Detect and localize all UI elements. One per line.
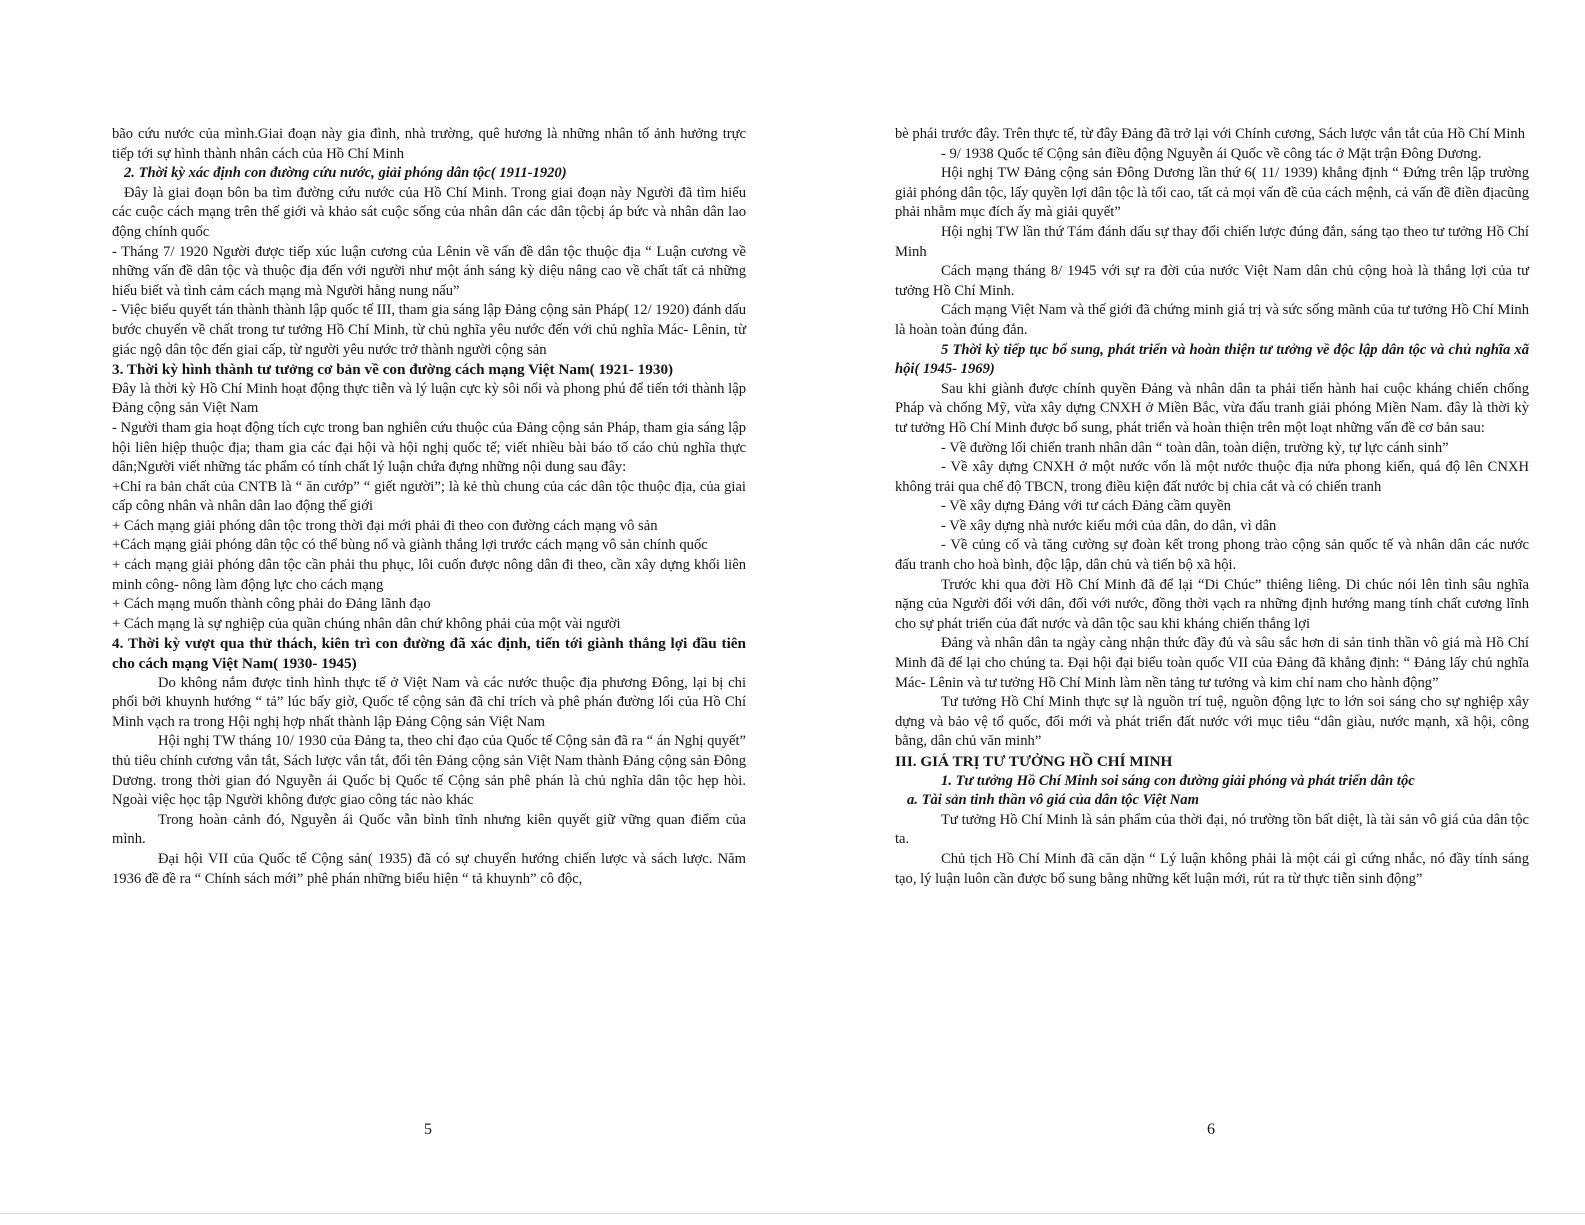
section-heading: III. GIÁ TRỊ TƯ TƯỞNG HỒ CHÍ MINH	[895, 753, 1173, 770]
paragraph: bè phái trước đây. Trên thực tế, từ đây Đảng đã trở lại với Chính cương, Sách lược vắn tắt của Hồ Chí Minh	[895, 126, 1526, 142]
paragraph: + cách mạng giải phóng dân tộc cần phải thu phục, lôi cuốn được nông dân đi theo, cần xây dựng khối liên minh công- nông làm động lực cho cách mạng	[112, 557, 746, 593]
paragraph: - Việc biểu quyết tán thành thành lập quốc tế III, tham gia sáng lập Đảng cộng sản Pháp( 12/ 1920) đánh dấu bước chuyển về chất trong tư tưởng Hồ Chí Minh, từ chủ nghĩa yêu nước đến với chủ nghĩa Mác- Lênin, từ giác ngộ dân tộc đến giai cấp, từ người yêu nước trở thành người cộng sản	[112, 302, 746, 358]
paragraph: Đây là thời kỳ Hồ Chí Minh hoạt động thực tiễn và lý luận cực kỳ sôi nổi và phong phú để tiến tới thành lập Đảng cộng sản Việt Nam	[112, 380, 746, 417]
paragraph: - Về xây dựng CNXH ở một nước vốn là một nước thuộc địa nửa phong kiến, quá độ lên CNXH không trải qua chế độ TBCN, trong điều kiện đất nước bị chia cắt và có chiến tranh	[895, 459, 1529, 495]
section-heading: 1. Tư tưởng Hồ Chí Minh soi sáng con đường giải phóng và phát triển dân tộc	[941, 772, 1415, 789]
paragraph: - Về xây dựng Đảng với tư cách Đảng cầm quyền	[941, 498, 1231, 515]
paragraph: Tư tưởng Hồ Chí Minh thực sự là nguồn trí tuệ, nguồn động lực to lớn soi sáng cho sự nghiệp xây dựng và bảo vệ tổ quốc, đổi mới và phát triển đất nước với mục tiêu “dân giàu, nước mạnh, xã hội, công bằng, dân chủ văn minh”	[895, 694, 1529, 750]
paragraph: + Cách mạng là sự nghiệp của quần chúng nhân dân chứ không phải của một vài người	[112, 615, 621, 632]
paragraph: + Cách mạng muốn thành công phải do Đảng lãnh đạo	[112, 596, 431, 613]
section-heading: 2. Thời kỳ xác định con đường cứu nước, giải phóng dân tộc( 1911-1920)	[124, 165, 567, 182]
page-left-text	[112, 125, 746, 889]
section-heading: a. Tài sản tinh thần vô giá của dân tộc Việt Nam	[907, 792, 1199, 809]
paragraph: Trong hoàn cảnh đó, Nguyễn ái Quốc vẫn bình tĩnh nhưng kiên quyết giữ vững quan điểm của mình.	[112, 811, 746, 848]
paragraph: Do không nắm được tình hình thực tế ở Việt Nam và các nước thuộc địa phương Đông, lại bị chi phối bởi khuynh hướng “ tả” lúc bấy giờ, Quốc tế cộng sản đã chỉ trích và phê phán đường lối của Hồ Chí Minh vạch ra trong Hội nghị hợp nhất thành lập Đảng Cộng sản Việt Nam	[112, 674, 746, 730]
paragraph: Hội nghị TW Đảng cộng sản Đông Dương lần thứ 6( 11/ 1939) khẳng định “ Đứng trên lập trường giải phóng dân tộc, lấy quyền lợi dân tộc là tối cao, tất cả mọi vấn đề của cách mệnh, cả vấn đề điền địacũng phải nhằm mục đích ấy mà giải quyết”	[895, 165, 1529, 221]
paragraph: Cách mạng tháng 8/ 1945 với sự ra đời của nước Việt Nam dân chủ cộng hoà là thắng lợi của tư tưởng Hồ Chí Minh.	[895, 263, 1529, 299]
paragraph: Tư tưởng Hồ Chí Minh là sản phẩm của thời đại, nó trường tồn bất diệt, là tài sản vô giá của dân tộc ta.	[895, 811, 1529, 848]
page-number-left: 5	[424, 1121, 432, 1138]
paragraph: - Người tham gia hoạt động tích cực trong ban nghiên cứu thuộc của Đảng cộng sản Pháp, tham gia sáng lập hội liên hiệp thuộc địa; tham gia các đại hội và hội nghị quốc tế; viết nhiều bài báo tố cáo chủ nghĩa thực dân;Người viết những tác phẩm có tính chất lý luận chứa đựng những nội dung sau đây:	[112, 419, 746, 476]
paragraph: - 9/ 1938 Quốc tế Cộng sản điều động Nguyễn ái Quốc về công tác ở Mặt trận Đông Dương.	[941, 145, 1482, 162]
paragraph: bão cứu nước của mình.Giai đoạn này gia đình, nhà trường, quê hương là những nhân tố ảnh hưởng trực tiếp tới sự hình thành nhân cách của Hồ Chí Minh	[112, 126, 746, 162]
section-heading: 4. Thời kỳ vượt qua thử thách, kiên trì con đường đã xác định, tiến tới giành thắng lợi đầu tiên cho cách mạng Việt Nam( 1930- 1945)	[112, 635, 746, 673]
paragraph: Trước khi qua đời Hồ Chí Minh đã để lại “Di Chúc” thiêng liêng. Di chúc nói lên tình sâu nghĩa nặng của Người đối với dân, đối với nước, đồng thời vạch ra những định hướng mang tính chất cương lĩnh cho sự phát triển của đất nước và dân tộc sau khi kháng chiến thắng lợi	[895, 576, 1529, 632]
paragraph: - Về xây dựng nhà nước kiểu mới của dân, do dân, vì dân	[941, 517, 1277, 534]
page-right-text	[895, 125, 1529, 889]
paragraph: Cách mạng Việt Nam và thế giới đã chứng minh giá trị và sức sống mãnh của tư tưởng Hồ Chí Minh là hoàn toàn đúng đắn.	[895, 302, 1529, 338]
paragraph: Sau khi giành được chính quyền Đảng và nhân dân ta phải tiến hành hai cuộc kháng chiến chống Pháp và chống Mỹ, vừa xây dựng CNXH ở Miền Bắc, vừa đấu tranh giải phóng Miền Nam. đây là thời kỳ tư tưởng Hồ Chí Minh được bổ sung, phát triển và hoàn thiện trên một loạt những vấn đề cơ bản sau:	[895, 380, 1529, 436]
paragraph: Hội nghị TW lần thứ Tám đánh dấu sự thay đổi chiến lược đúng đắn, sáng tạo theo tư tưởng Hồ Chí Minh	[895, 223, 1529, 260]
paragraph: Đảng và nhân dân ta ngày càng nhận thức đầy đủ và sâu sắc hơn di sản tinh thần vô giá mà Hồ Chí Minh đã để lại cho chúng ta. Đại hội đại biểu toàn quốc VII của Đảng đã khẳng định: “ Đảng lấy chủ nghĩa Mác- Lênin và tư tưởng Hồ Chí Minh làm nền tảng tư tưởng và kim chỉ nam cho hành động”	[895, 635, 1529, 691]
section-heading: 5 Thời kỳ tiếp tục bổ sung, phát triển và hoàn thiện tư tưởng về độc lập dân tộc và chủ nghĩa xã hội( 1945- 1969)	[895, 341, 1529, 378]
scan-bottom-edge	[0, 1213, 1585, 1214]
paragraph: Đại hội VII của Quốc tế Cộng sản( 1935) đã có sự chuyển hướng chiến lược và sách lược. Năm 1936 đề đề ra “ Chính sách mới” phê phán những biểu hiện “ tả khuynh” cô độc,	[112, 850, 746, 887]
paragraph: Đây là giai đoạn bôn ba tìm đường cứu nước của Hồ Chí Minh. Trong giai đoạn này Người đã tìm hiểu các cuộc cách mạng trên thế giới và khảo sát cuộc sống của nhân dân các dân tộcbị áp bức và nhân dân lao động chính quốc	[112, 184, 746, 240]
paragraph: - Về củng cố và tăng cường sự đoàn kết trong phong trào cộng sản quốc tế và nhân dân các nước đấu tranh cho hoà bình, độc lập, dân chủ và tiến bộ xã hội.	[895, 537, 1529, 574]
paragraph: Hội nghị TW tháng 10/ 1930 của Đảng ta, theo chỉ đạo của Quốc tế Cộng sản đã ra “ án Nghị quyết” thủ tiêu chính cương vắn tắt, Sách lược vắn tắt, đổi tên Đảng cộng sản Việt Nam thành Đảng cộng sản Đông Dương. trong thời gian đó Nguyễn ái Quốc bị Quốc tế Cộng sản phê phán là chủ nghĩa dân tộc hẹp hòi. Ngoài việc học tập Người không được giao công tác nào khác	[112, 733, 746, 809]
paragraph: - Về đường lối chiến tranh nhân dân “ toàn dân, toàn diện, trường kỳ, tự lực cánh sinh”	[941, 439, 1449, 456]
section-heading: 3. Thời kỳ hình thành tư tưởng cơ bản về con đường cách mạng Việt Nam( 1921- 1930)	[112, 361, 674, 379]
page-number-right: 6	[1207, 1121, 1215, 1138]
paragraph: + Cách mạng giải phóng dân tộc trong thời đại mới phải đi theo con đường cách mạng vô sản	[112, 517, 658, 534]
paragraph: +Chỉ ra bản chất của CNTB là “ ăn cướp” “ giết người”; là kẻ thù chung của các dân tộc thuộc địa, của giai cấp công nhân và nhân dân lao động thế giới	[112, 478, 746, 515]
paragraph: +Cách mạng giải phóng dân tộc có thể bùng nổ và giành thắng lợi trước cách mạng vô sản chính quốc	[112, 537, 708, 554]
paragraph: - Tháng 7/ 1920 Người được tiếp xúc luận cương của Lênin về vấn đề dân tộc thuộc địa “ Luận cương về những vấn đề dân tộc và thuộc địa đến với người như một ánh sáng kỳ diệu nâng cao về chất tất cả những hiểu biết và tình cảm cách mạng mà Người hằng nung nấu”	[112, 243, 746, 299]
paragraph: Chủ tịch Hồ Chí Minh đã căn dặn “ Lý luận không phải là một cái gì cứng nhắc, nó đầy tính sáng tạo, lý luận luôn cần được bổ sung bằng những kết luận mới, rút ra từ thực tiễn sinh động”	[895, 850, 1529, 887]
